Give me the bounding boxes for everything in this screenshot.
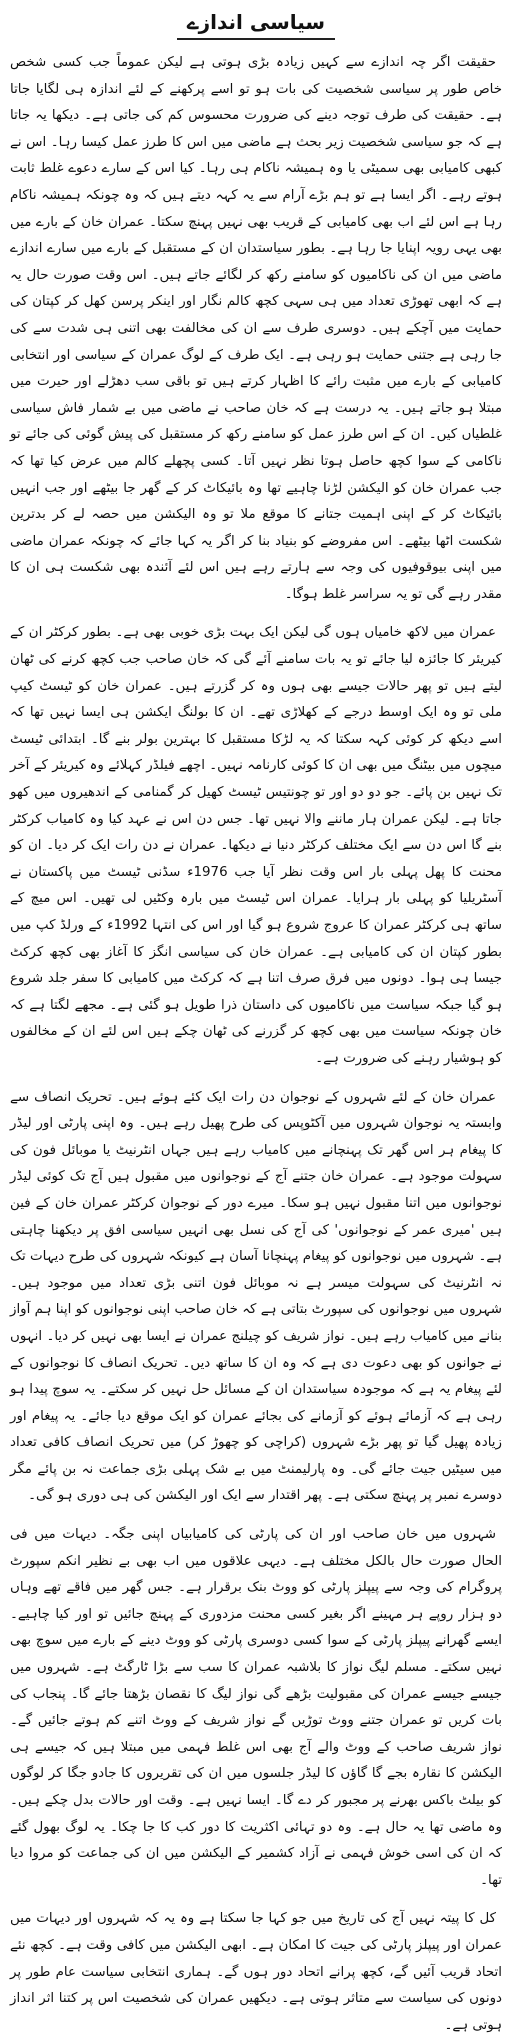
paragraph-1: حقیقت اگر چہ اندازے سے کہیں زیادہ بڑی ہوتی ہے لیکن عموماً جب کسی شخص خاص طور پر سیاسی شخصیت کی بات ہو تو اسے پرکھنے کے لئے اندازہ ہی لگایا جاتا ہے۔ حقیقت کی طرف توجہ دینے کی ضرورت محسوس کم کی جاتی ہے۔ دیکھا یہ جاتا ہے کہ جو سیاسی شخصیت زیر بحث ہے ماضی میں اس کا طرز عمل کیسا رہا۔ اس نے کبھی کامیابی بھی سمیٹی یا وہ ہمیشہ ناکام ہی رہا۔ کیا اس کے سارے دعوے غلط ثابت ہوتے رہے۔ اگر ایسا ہے تو ہم بڑے آرام سے یہ کہہ دیتے ہیں کہ وہ چونکہ ہمیشہ ناکام رہا ہے اس لئے اب بھی کامیابی کے قریب بھی نہیں پہنچ سکتا۔ عمران خان کے بارے میں بھی یہی رویہ اپنایا جا رہا ہے۔ بطور سیاستدان ان کے مستقبل کے بارے میں سارے اندازے ماضی میں ان کی ناکامیوں کو سامنے رکھ کر لگائے جاتے ہیں۔ اس وقت صورت حال یہ ہے کہ ابھی تھوڑی تعداد میں ہی سہی کچھ کالم نگار اور اینکر پرسن کھل کر کپتان کی حمایت میں آچکے ہیں۔ دوسری طرف سے ان کی مخالفت بھی اتنی ہی شدت سے کی جا رہی ہے جتنی حمایت ہو رہی ہے۔ ایک طرف کے لوگ عمران کے سیاسی اور انتخابی کامیابی کے بارے میں مثبت رائے کا اظہار کرتے ہیں تو باقی سب دھڑلے اور حیرت میں مبتلا ہو جاتے ہیں۔ یہ درست ہے کہ خان صاحب نے ماضی میں بے شمار فاش سیاسی غلطیاں کیں۔ ان کے اس طرز عمل کو سامنے رکھ کر مستقبل کی پیش گوئی کی جائے تو ناکامی کے سوا کچھ حاصل ہوتا نظر نہیں آتا۔ کسی پچھلے کالم میں عرض کیا تھا کہ جب عمران خان کو الیکشن لڑنا چاہیے تھا وہ بائیکاٹ کر کے گھر جا بیٹھے اور جب انہیں بائیکاٹ کر کے اپنی اہمیت جتانے کا موقع ملا تو وہ الیکشن میں حصہ لے کر بدترین شکست اٹھا بیٹھے۔ اس مفروضے کو بنیاد بنا کر اگر یہ کہا جائے کہ چونکہ عمران ماضی میں اپنی بیوقوفیوں کی وجہ سے ہارتے رہے ہیں اس لئے آئندہ بھی شکست ہی ان کا مقدر رہے گی تو یہ سراسر غلط ہوگا۔ xyxy=(10,55,502,602)
article-title: سیاسی اندازے xyxy=(177,10,335,40)
article-body xyxy=(10,50,502,2039)
paragraph-3: عمران خان کے لئے شہروں کے نوجوان دن رات ایک کئے ہوئے ہیں۔ تحریک انصاف سے وابستہ یہ نوجوان شہروں میں آکٹوپس کی طرح پھیل رہے ہیں۔ وہ اپنی پارٹی اور لیڈر کا پیغام ہر اس گھر تک پہنچانے میں کامیاب رہے ہیں جہاں انٹرنیٹ یا موبائل فون کی سہولت موجود ہے۔ عمران خان جتنے آج کے نوجوانوں میں مقبول ہیں آج تک کوئی لیڈر نوجوانوں میں اتنا مقبول نہیں ہو سکا۔ میرے دور کے نوجوان کرکٹر عمران خان کے فین ہیں 'میری عمر کے نوجوانوں' کی آج کی نسل بھی انہیں سیاسی افق پر دیکھنا چاہتی ہے۔ شہروں میں نوجوانوں کو پیغام پہنچانا آسان ہے کیونکہ شہروں کی طرح دیہات تک نہ انٹرنیٹ کی سہولت میسر ہے نہ موبائل فون اتنی بڑی تعداد میں موجود ہیں۔ شہروں میں نوجوانوں کی سپورٹ بتاتی ہے کہ خان صاحب اپنی نوجوانوں کو اپنا ہم آواز بنانے میں کامیاب رہے ہیں۔ نواز شریف کو چیلنج عمران نے ایسا بھی نہیں کر دیا۔ انہوں نے جوانوں کو بھی دعوت دی ہے کہ وہ ان کا ساتھ دیں۔ تحریک انصاف کا نوجوانوں کے لئے پیغام یہ ہے کہ موجودہ سیاستدان ان کے مسائل حل نہیں کر سکتے۔ یہ سوچ پیدا ہو رہی ہے کہ آزمائے ہوئے کو آزمانے کی بجائے عمران کو ایک موقع دیا جائے۔ یہ پیغام اور زیادہ پھیل گیا تو پھر بڑے شہروں (کراچی کو چھوڑ کر) میں تحریک انصاف کافی تعداد میں سیٹیں جیت جائے گی۔ وہ پارلیمنٹ میں بے شک پہلی بڑی جماعت نہ بن پائے مگر دوسرے نمبر پر پہنچ سکتی ہے۔ پھر اقتدار سے ایک اور الیکشن کی ہی دوری ہو گی۔ xyxy=(10,1089,502,1504)
paragraph-2: عمران میں لاکھ خامیاں ہوں گی لیکن ایک بہت بڑی خوبی بھی ہے۔ بطور کرکٹر ان کے کیریئر کا جائزہ لیا جائے تو یہ بات سامنے آئے گی کہ خان صاحب جب کچھ کرنے کی ٹھان لیتے ہیں تو پھر حالات جیسے بھی ہوں وہ کر گزرتے ہیں۔ عمران خان کو ٹیسٹ کیپ ملی تو وہ ایک اوسط درجے کے کھلاڑی تھے۔ ان کا بولنگ ایکشن ہی ایسا نہیں تھا کہ اسے دیکھ کر کوئی کہہ سکتا کہ یہ لڑکا مستقبل کا بہترین بولر بنے گا۔ ابتدائی ٹیسٹ میچوں میں بیٹنگ میں بھی ان کا کوئی کارنامہ نہیں۔ اچھے فیلڈر کہلائے وہ کیریئر کے آخر تک نہیں بن پائے۔ جو دو دو اور تو چونتیس ٹیسٹ کھیل کر گمنامی کے اندھیروں میں کھو جاتا ہے۔ لیکن عمران ہار ماننے والا نہیں تھا۔ جس دن اس نے عہد کیا وہ کامیاب کرکٹر بنے گا اس دن سے ایک مختلف کرکٹر دنیا نے دیکھا۔ عمران نے دن رات ایک کر دیا۔ ان کو محنت کا پھل پہلی بار اس وقت نظر آیا جب 1976ء سڈنی ٹیسٹ میں پاکستان نے آسٹریلیا کو پہلی بار ہرایا۔ عمران اس ٹیسٹ میں بارہ وکٹیں لی تھیں۔ اس میچ کے ساتھ ہی کرکٹر عمران کا عروج شروع ہو گیا اور اس کی انتہا 1992ء کے ورلڈ کپ میں بطور کپتان ان کی کامیابی ہے۔ عمران خان کی سیاسی انگز کا آغاز بھی کچھ کرکٹ جیسا ہی ہوا۔ دونوں میں فرق صرف اتنا ہے کہ کرکٹ میں کامیابی کا سفر جلد شروع ہو گیا جبکہ سیاست میں ناکامیوں کی داستان ذرا طویل ہو گئی ہے۔ مجھے لگتا ہے کہ خان چونکہ سیاست میں بھی کچھ کر گزرنے کی ٹھان چکے ہیں اس لئے ان کے مخالفوں کو ہوشیار رہنے کی ضرورت ہے۔ xyxy=(10,625,503,1066)
paragraph-4: شہروں میں خان صاحب اور ان کی پارٹی کی کامیابیاں اپنی جگہ۔ دیہات میں فی الحال صورت حال بالکل مختلف ہے۔ دیہی علاقوں میں اب بھی بے نظیر انکم سپورٹ پروگرام کی وجہ سے پیپلز پارٹی کو ووٹ بنک برقرار ہے۔ جس گھر میں فاقے تھے وہاں دو ہزار روپے ہر مہینے اگر بغیر کسی محنت مزدوری کے پہنچ جائیں تو اور کیا چاہیے۔ ایسے گھرانے پیپلز پارٹی کے سوا کسی دوسری پارٹی کو ووٹ دینے کے بارے میں سوچ بھی نہیں سکتے۔ مسلم لیگ نواز کا بلاشبہ عمران کا سب سے بڑا ٹارگٹ ہے۔ شہروں میں جیسے جیسے عمران کی مقبولیت بڑھے گی نواز لیگ کا نقصان بڑھتا جائے گا۔ پنجاب کی بات کریں تو عمران جتنے ووٹ توڑیں گے نواز شریف کے ووٹ اتنے کم ہوتے جائیں گے۔ نواز شریف صاحب کے ووٹ والے آج بھی اس غلط فہمی میں مبتلا ہیں کہ جیسے ہی الیکشن کا نقارہ بجے گا گاؤں کا لیڈر جلسوں میں ان کی تقریروں کا جادو جگا کر لوگوں کو بیلٹ باکس بھرنے پر مجبور کر دے گا۔ ایسا نہیں ہے۔ وقت اور حالات بدل چکے ہیں۔ وہ ماضی تھا یہ حال ہے۔ وہ دو تہائی اکثریت کا دور کب کا جا چکا۔ یہ لوگ بھول گئے کہ ان کی اسی خوش فہمی نے آزاد کشمیر کے الیکشن میں ان کی جماعت کو مروا دیا تھا۔ xyxy=(10,1527,502,1888)
paragraph-5: کل کا پیتہ نہیں آج کی تاریخ میں جو کہا جا سکتا ہے وہ یہ کہ شہروں اور دیہات میں عمران اور پیپلز پارٹی کی جیت کا امکان ہے۔ ابھی الیکشن میں کافی وقت ہے۔ کچھ نئے اتحاد قریب آئیں گے، کچھ پرانے اتحاد دور ہوں گے۔ ہماری انتخابی سیاست عام طور پر دونوں کی سیاست سے متاثر ہوتی ہے۔ دیکھیں عمران کی شخصیت اس پر کتنا اثر انداز ہوتی ہے۔ xyxy=(10,1911,502,2033)
title-wrap xyxy=(10,10,502,40)
